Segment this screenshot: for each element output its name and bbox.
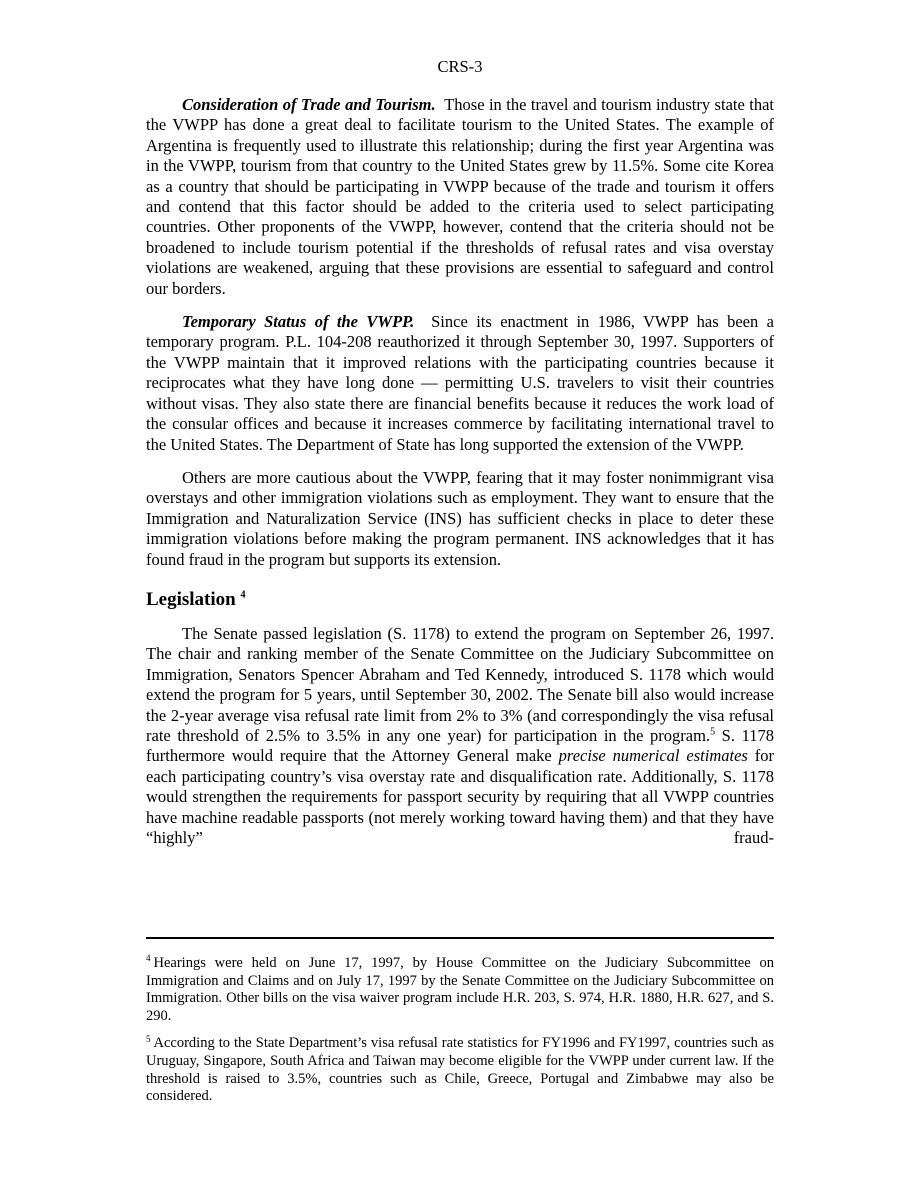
footnote-number: 5 xyxy=(146,1033,151,1044)
footnote-divider xyxy=(146,937,774,939)
paragraph-others xyxy=(146,468,774,570)
paragraph-text: Since its enactment in 1986, VWPP has been a temporary program. P.L. 104-208 reauthorized it through September 30, 1997. Supporters of the VWPP maintain that it improved relations with the participating countries because it reciprocates what they have long done — permitting U.S. travelers to visit their countries without visas. They also state there are financial benefits because it reduces the work load of the consular offices and because it increases commerce by facilitating international travel to the United States. The Department of State has long supported the extension of the VWPP. xyxy=(146,312,774,454)
paragraph-text: Others are more cautious about the VWPP, fearing that it may foster nonimmigrant visa overstays and other immigration violations such as employment. They want to ensure that the Immigration and Naturalization Service (INS) has sufficient checks in place to deter these immigration violations before making the program permanent. INS acknowledges that it has found fraud in the program but supports its extension. xyxy=(146,467,774,569)
footnote-number: 4 xyxy=(146,953,151,964)
body-text xyxy=(146,95,774,861)
footnote xyxy=(146,1035,774,1105)
footnote-reference: 5 xyxy=(710,726,716,738)
footnotes xyxy=(146,955,774,1116)
footnote-text: Hearings were held on June 17, 1997, by House Committee on the Judiciary Subcommittee on Immigration and Claims and on July 17, 1997 by the Senate Committee on the Judiciary Subcommittee on Immigration. Other bills on the visa waiver program include H.R. 203, S. 974, H.R. 1880, H.R. 627, and S. 290. xyxy=(146,955,774,1024)
paragraph-heading: Temporary Status of the VWPP. xyxy=(182,312,415,332)
paragraph-trade-tourism xyxy=(146,95,774,299)
paragraph-text: The Senate passed legislation (S. 1178) to extend the program on September 26, 1997. The chair and ranking member of the Senate Committee on the Judiciary Subcommittee on Immigration, Senators Spencer Abraham and Ted Kennedy, introduced S. 1178 which would extend the program for 5 years, until September 30, 2002. The Senate bill also would increase the 2-year average visa refusal rate limit from 2% to 3% (and correspondingly the visa refusal rate threshold of 2.5% to 3.5% in any one year) for participation in the program. xyxy=(146,623,774,745)
section-heading-legislation xyxy=(146,588,774,612)
footnote-reference: 4 xyxy=(240,589,246,601)
footnote xyxy=(146,955,774,1025)
paragraph-heading: Consideration of Trade and Tourism. xyxy=(182,95,436,114)
footnote-text: According to the State Department’s visa refusal rate statistics for FY1996 and FY1997, countries such as Uruguay, Singapore, South Africa and Taiwan may become eligible for the VWPP under current law. If the threshold is raised to 3.5%, countries such as Chile, Greece, Portugal and Zimbabwe may also be considered. xyxy=(146,1035,774,1105)
paragraph-text: S. 1178 furthermore would require that the Attorney General make xyxy=(146,725,774,766)
section-heading-text: Legislation xyxy=(146,588,236,610)
paragraph-text: for each participating country’s visa overstay rate and disqualification rate. Additionally, S. 1178 would strengthen the requirements for passport security by requiring that all VWPP countries have machine readable passports (not merely working toward having them) and that they have “highly” fraud- xyxy=(146,746,774,847)
paragraph-text: Those in the travel and tourism industry state that the VWPP has done a great deal to facilitate tourism to the United States. The example of Argentina is frequently used to illustrate this relationship; during the first year Argentina was in the VWPP, tourism from that country to the United States grew by 11.5%. Some cite Korea as a country that should be participating in VWPP because of the trade and tourism it offers and contend that this factor should be added to the criteria used to select participating countries. Other proponents of the VWPP, however, contend that the criteria should not be broadened to include tourism potential if the thresholds of refusal rates and visa overstay violations are weakened, arguing that these provisions are essential to safeguard and control our borders. xyxy=(146,95,774,298)
paragraph-temporary-status xyxy=(146,312,774,455)
italic-phrase: precise numerical estimates xyxy=(558,746,748,766)
page-header: CRS-3 xyxy=(437,57,483,76)
paragraph-legislation xyxy=(146,624,774,848)
